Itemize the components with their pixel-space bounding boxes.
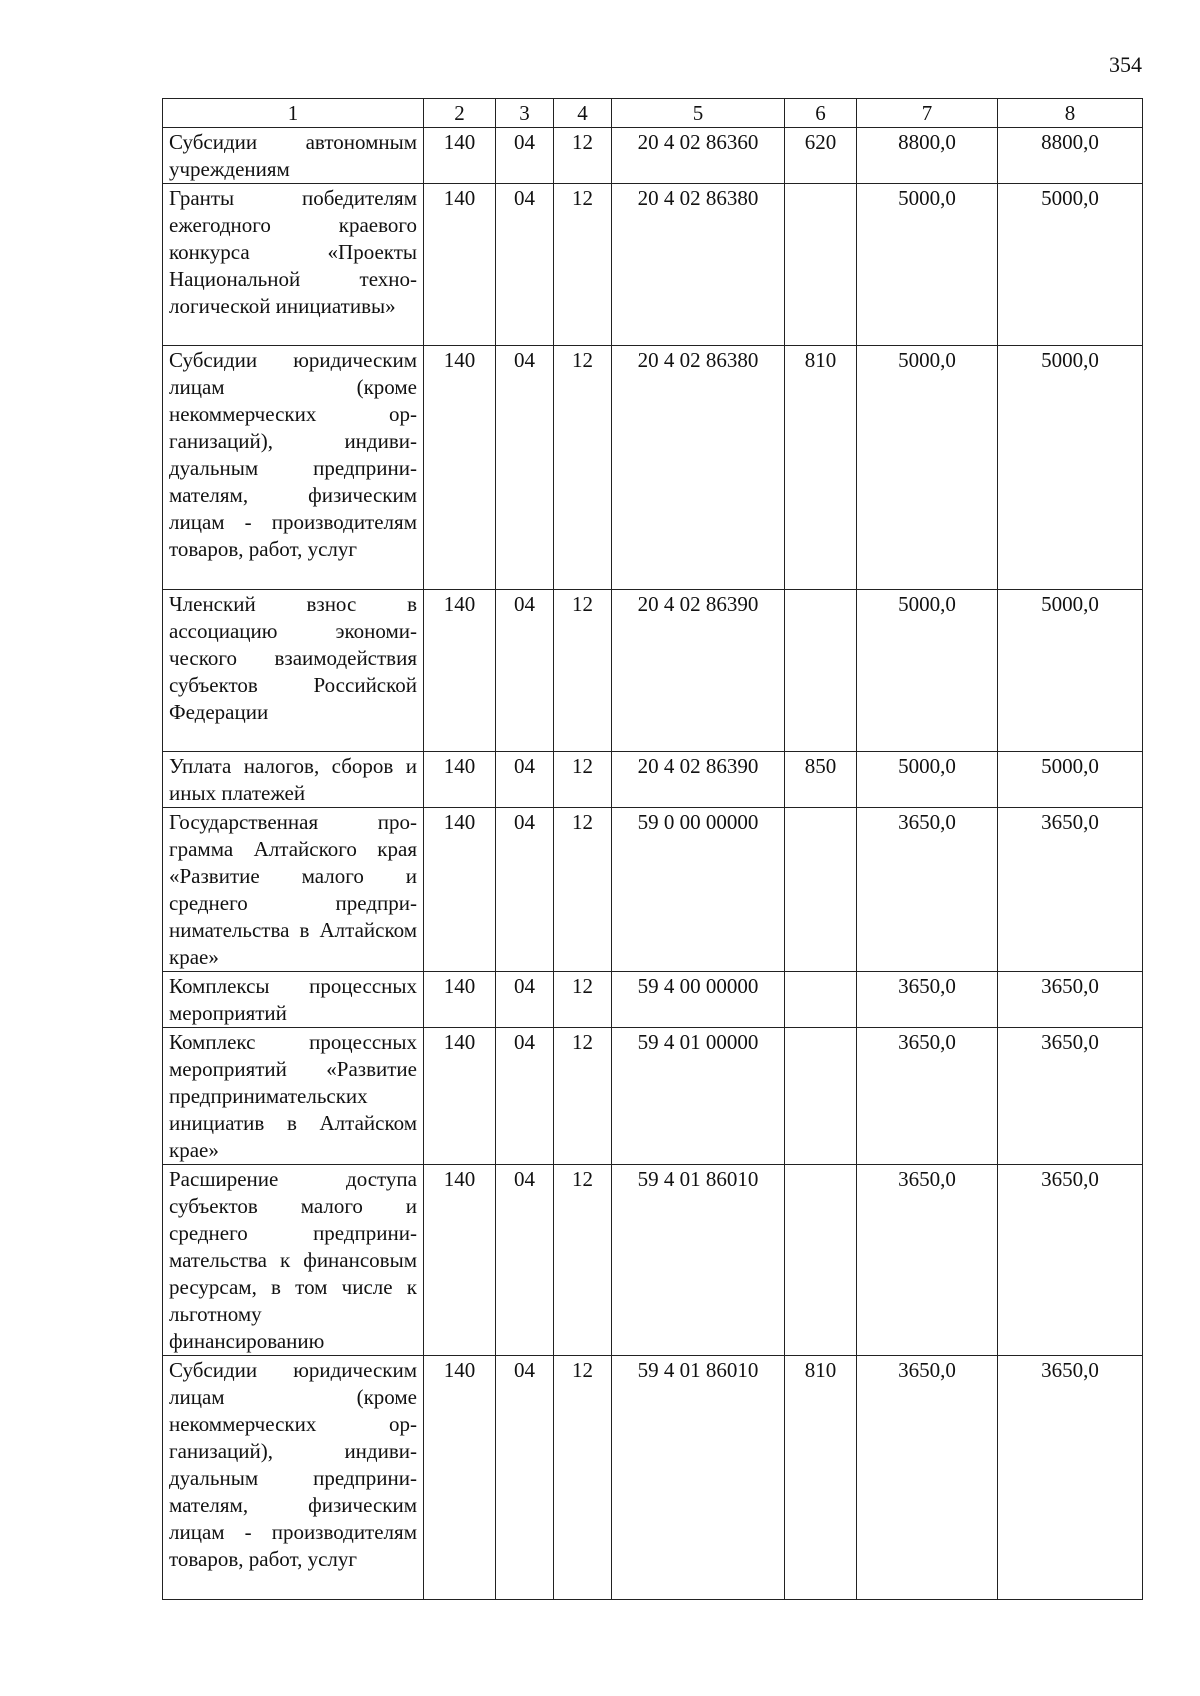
page-number: 354 xyxy=(1109,52,1142,77)
row-subsection-code: 12 xyxy=(554,1165,612,1356)
row-target-article: 20 4 02 86380 xyxy=(612,346,785,590)
table-row xyxy=(163,590,1143,752)
row-section-code: 04 xyxy=(496,590,554,752)
row-expense-type: 810 xyxy=(785,346,857,590)
column-header-5: 5 xyxy=(612,99,785,128)
row-section-code: 04 xyxy=(496,128,554,184)
table-row xyxy=(163,346,1143,590)
row-amount-1: 3650,0 xyxy=(857,1356,998,1600)
row-section-code: 04 xyxy=(496,1028,554,1165)
row-expense-type: 620 xyxy=(785,128,857,184)
row-section-code: 04 xyxy=(496,808,554,972)
row-subsection-code: 12 xyxy=(554,808,612,972)
row-amount-1: 5000,0 xyxy=(857,590,998,752)
table-row xyxy=(163,1356,1143,1600)
column-header-3: 3 xyxy=(496,99,554,128)
row-name: Комплекс процессных мероприятий «Развитие предпринимательских инициатив в Алтайском крае» xyxy=(163,1028,424,1165)
row-ministry-code: 140 xyxy=(424,752,496,808)
table-header xyxy=(163,99,1143,128)
row-ministry-code: 140 xyxy=(424,184,496,346)
table-row xyxy=(163,972,1143,1028)
row-name: Членский взнос в ассоциацию экономического взаимодействия субъектов Российской Федерации xyxy=(163,590,424,752)
row-subsection-code: 12 xyxy=(554,752,612,808)
row-expense-type xyxy=(785,590,857,752)
row-amount-1: 3650,0 xyxy=(857,972,998,1028)
column-header-7: 7 xyxy=(857,99,998,128)
row-amount-1: 5000,0 xyxy=(857,184,998,346)
row-target-article: 20 4 02 86380 xyxy=(612,184,785,346)
row-target-article: 59 4 01 86010 xyxy=(612,1165,785,1356)
row-section-code: 04 xyxy=(496,972,554,1028)
row-name: Субсидии юридическим лицам (кроме некоммерческих организаций), индивидуальным предпринимателям, физическим лицам - производителям товаров, работ, услуг xyxy=(163,346,424,590)
row-amount-1: 3650,0 xyxy=(857,1165,998,1356)
row-target-article: 20 4 02 86390 xyxy=(612,752,785,808)
row-target-article: 59 0 00 00000 xyxy=(612,808,785,972)
table-row xyxy=(163,808,1143,972)
row-ministry-code: 140 xyxy=(424,1356,496,1600)
row-amount-1: 3650,0 xyxy=(857,1028,998,1165)
column-header-2: 2 xyxy=(424,99,496,128)
row-name: Государственная программа Алтайского края «Развитие малого и среднего предпринимательства в Алтайском крае» xyxy=(163,808,424,972)
column-header-8: 8 xyxy=(998,99,1143,128)
row-expense-type: 810 xyxy=(785,1356,857,1600)
row-target-article: 59 4 00 00000 xyxy=(612,972,785,1028)
row-amount-2: 3650,0 xyxy=(998,1165,1143,1356)
row-name: Комплексы процессных мероприятий xyxy=(163,972,424,1028)
row-amount-2: 5000,0 xyxy=(998,590,1143,752)
row-amount-1: 5000,0 xyxy=(857,752,998,808)
row-subsection-code: 12 xyxy=(554,1028,612,1165)
row-name: Субсидии юридическим лицам (кроме некоммерческих организаций), индивидуальным предпринимателям, физическим лицам - производителям товаров, работ, услуг xyxy=(163,1356,424,1600)
row-subsection-code: 12 xyxy=(554,1356,612,1600)
row-target-article: 59 4 01 86010 xyxy=(612,1356,785,1600)
row-ministry-code: 140 xyxy=(424,346,496,590)
row-amount-2: 3650,0 xyxy=(998,808,1143,972)
row-amount-2: 5000,0 xyxy=(998,752,1143,808)
column-header-4: 4 xyxy=(554,99,612,128)
row-section-code: 04 xyxy=(496,184,554,346)
row-expense-type: 850 xyxy=(785,752,857,808)
row-amount-2: 3650,0 xyxy=(998,1028,1143,1165)
row-amount-2: 3650,0 xyxy=(998,972,1143,1028)
row-name: Уплата налогов, сборов и иных платежей xyxy=(163,752,424,808)
budget-table xyxy=(162,98,1143,1600)
row-amount-1: 5000,0 xyxy=(857,346,998,590)
row-expense-type xyxy=(785,184,857,346)
row-target-article: 20 4 02 86390 xyxy=(612,590,785,752)
row-section-code: 04 xyxy=(496,752,554,808)
row-name: Расширение доступа субъектов малого и среднего предпринимательства к финансовым ресурсам, в том числе к льготному финансированию xyxy=(163,1165,424,1356)
row-expense-type xyxy=(785,1165,857,1356)
row-ministry-code: 140 xyxy=(424,1028,496,1165)
row-amount-2: 5000,0 xyxy=(998,346,1143,590)
row-section-code: 04 xyxy=(496,1165,554,1356)
row-ministry-code: 140 xyxy=(424,128,496,184)
column-header-1: 1 xyxy=(163,99,424,128)
row-ministry-code: 140 xyxy=(424,590,496,752)
row-subsection-code: 12 xyxy=(554,972,612,1028)
row-name: Субсидии автономным учреждениям xyxy=(163,128,424,184)
row-expense-type xyxy=(785,972,857,1028)
row-amount-2: 5000,0 xyxy=(998,184,1143,346)
row-name: Гранты победителям ежегодного краевого конкурса «Проекты Национальной технологической инициативы» xyxy=(163,184,424,346)
row-ministry-code: 140 xyxy=(424,1165,496,1356)
row-amount-1: 3650,0 xyxy=(857,808,998,972)
row-subsection-code: 12 xyxy=(554,346,612,590)
row-subsection-code: 12 xyxy=(554,128,612,184)
row-subsection-code: 12 xyxy=(554,184,612,346)
table-row xyxy=(163,184,1143,346)
row-ministry-code: 140 xyxy=(424,808,496,972)
row-amount-2: 3650,0 xyxy=(998,1356,1143,1600)
row-section-code: 04 xyxy=(496,1356,554,1600)
row-target-article: 20 4 02 86360 xyxy=(612,128,785,184)
table-body xyxy=(163,128,1143,1600)
row-amount-1: 8800,0 xyxy=(857,128,998,184)
table-row xyxy=(163,1165,1143,1356)
row-target-article: 59 4 01 00000 xyxy=(612,1028,785,1165)
column-header-6: 6 xyxy=(785,99,857,128)
header-row xyxy=(163,99,1143,128)
row-expense-type xyxy=(785,1028,857,1165)
row-section-code: 04 xyxy=(496,346,554,590)
table-row xyxy=(163,752,1143,808)
row-expense-type xyxy=(785,808,857,972)
table-row xyxy=(163,128,1143,184)
table-row xyxy=(163,1028,1143,1165)
row-amount-2: 8800,0 xyxy=(998,128,1143,184)
row-subsection-code: 12 xyxy=(554,590,612,752)
row-ministry-code: 140 xyxy=(424,972,496,1028)
